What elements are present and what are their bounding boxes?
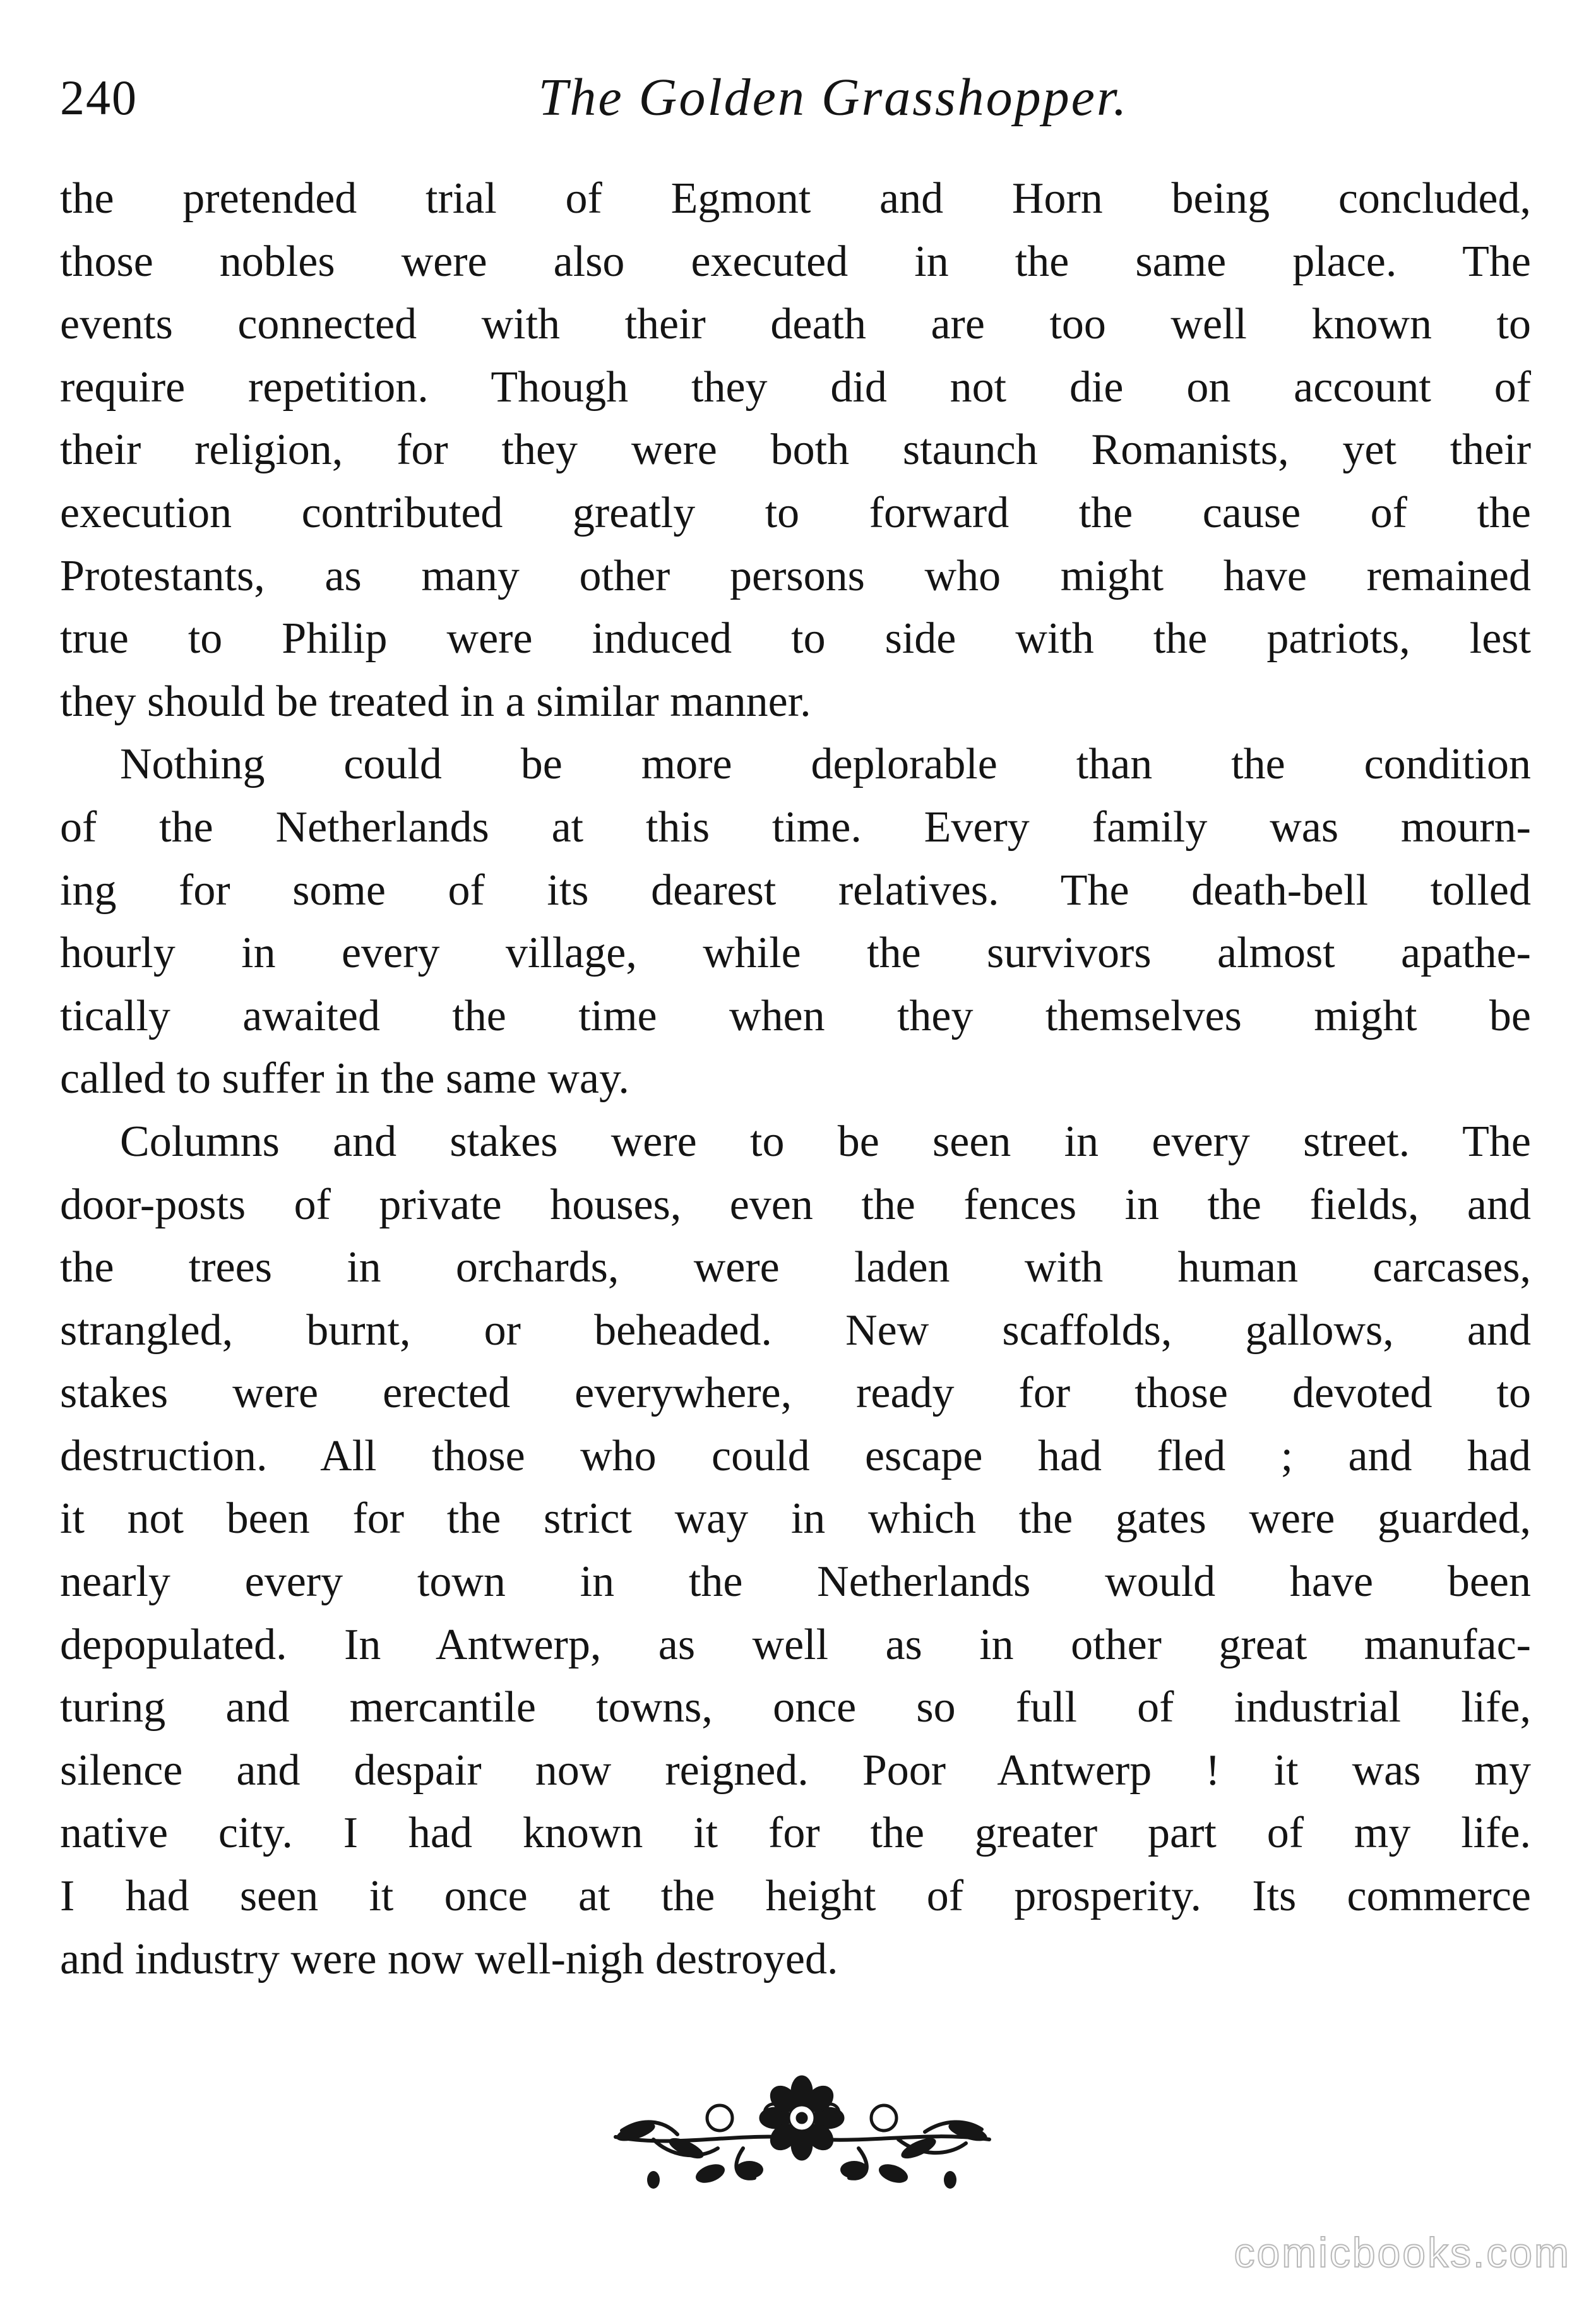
text-line: I had seen it once at the height of prosperity. Its commerce	[60, 1872, 1531, 1921]
text-line: nearly every town in the Netherlands would have been	[60, 1557, 1531, 1607]
text-line: turing and mercantile towns, once so full of industrial life,	[60, 1683, 1531, 1732]
text-line: Columns and stakes were to be seen in every street. The	[120, 1117, 1531, 1166]
text-line: tically awaited the time when they themselves might be	[60, 991, 1531, 1040]
text-line: and industry were now well-nigh destroyed.	[60, 1934, 838, 1984]
text-line: native city. I had known it for the greater part of my life.	[60, 1809, 1531, 1858]
text-line: Protestants, as many other persons who might have remained	[60, 551, 1531, 600]
text-line: those nobles were also executed in the same place. The	[60, 237, 1531, 286]
text-line: events connected with their death are too well known to	[60, 300, 1531, 349]
text-line: depopulated. In Antwerp, as well as in other great manufac-	[60, 1620, 1531, 1669]
text-line: true to Philip were induced to side with the patriots, lest	[60, 614, 1531, 663]
floral-tailpiece-icon	[603, 2074, 1001, 2191]
text-line: ing for some of its dearest relatives. The death-bell tolled	[60, 866, 1531, 915]
text-line: door-posts of private houses, even the fences in the fields, and	[60, 1180, 1531, 1229]
text-line: their religion, for they were both staunch Romanists, yet their	[60, 425, 1531, 475]
text-line: stakes were erected everywhere, ready for those devoted to	[60, 1369, 1531, 1418]
text-line: called to suffer in the same way.	[60, 1054, 629, 1103]
watermark: comicbooks.com	[1234, 2229, 1571, 2276]
text-line: they should be treated in a similar manner.	[60, 677, 811, 726]
page-number: 240	[60, 70, 138, 125]
text-line: hourly in every village, while the survivors almost apathe-	[60, 929, 1531, 978]
running-title: The Golden Grasshopper.	[538, 68, 1129, 127]
body-text	[60, 167, 1531, 1990]
text-line: strangled, burnt, or beheaded. New scaffolds, gallows, and	[60, 1306, 1531, 1355]
text-line: Nothing could be more deplorable than the condition	[120, 740, 1531, 789]
text-line: of the Netherlands at this time. Every family was mourn-	[60, 802, 1531, 852]
text-line: silence and despair now reigned. Poor Antwerp ! it was my	[60, 1746, 1531, 1795]
text-line: destruction. All those who could escape had fled ; and had	[60, 1431, 1531, 1480]
text-line: require repetition. Though they did not die on account of	[60, 362, 1531, 412]
text-line: the trees in orchards, were laden with human carcases,	[60, 1243, 1531, 1292]
text-line: execution contributed greatly to forward the cause of the	[60, 488, 1531, 537]
running-head	[60, 60, 1531, 136]
text-line: it not been for the strict way in which the gates were guarded,	[60, 1494, 1531, 1544]
text-line: the pretended trial of Egmont and Horn being concluded,	[60, 174, 1531, 223]
